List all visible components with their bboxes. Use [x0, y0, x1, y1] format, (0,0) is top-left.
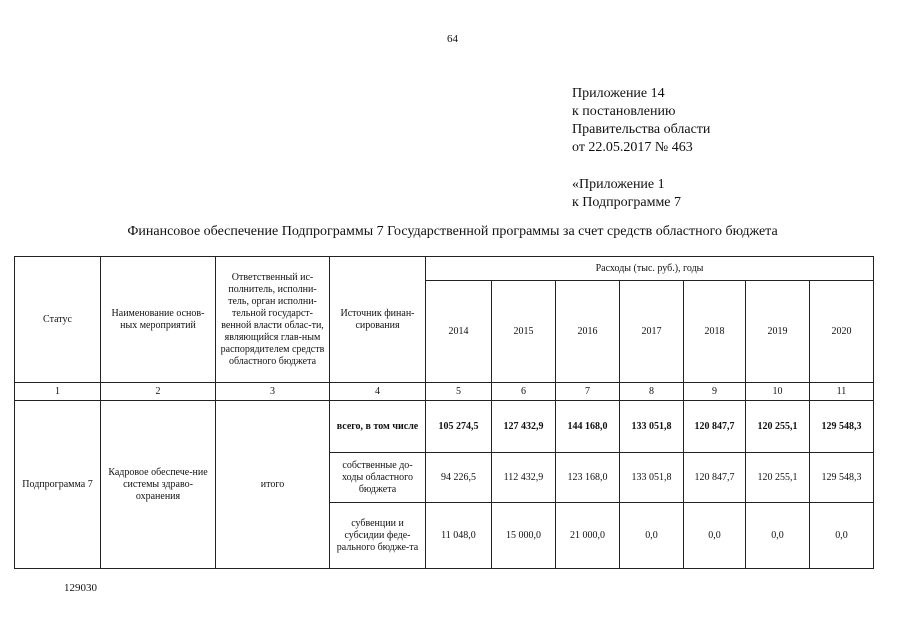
header-year: 2016 — [556, 281, 620, 383]
value-cell: 105 274,5 — [426, 401, 492, 453]
appendix-line-3: Правительства области — [572, 122, 711, 137]
financing-table — [14, 256, 874, 569]
header-year: 2019 — [746, 281, 810, 383]
header-status: Статус — [15, 257, 101, 383]
value-cell: 0,0 — [620, 503, 684, 569]
value-cell: 112 432,9 — [492, 453, 556, 503]
value-cell: 0,0 — [746, 503, 810, 569]
header-year: 2020 — [810, 281, 874, 383]
column-number: 2 — [101, 383, 216, 401]
activity-cell: Кадровое обеспече-ние системы здраво-охранения — [101, 401, 216, 569]
value-cell: 21 000,0 — [556, 503, 620, 569]
appendix-header — [572, 85, 710, 212]
column-number: 6 — [492, 383, 556, 401]
source-own-revenue: собственные до-ходы областного бюджета — [330, 453, 426, 503]
value-cell: 0,0 — [810, 503, 874, 569]
document-title: Финансовое обеспечение Подпрограммы 7 Государственной программы за счет средств областного бюджета — [127, 224, 778, 239]
column-number: 3 — [216, 383, 330, 401]
column-number: 9 — [684, 383, 746, 401]
value-cell: 120 847,7 — [684, 453, 746, 503]
footer-code: 129030 — [64, 582, 97, 594]
header-source: Источник финан-сирования — [330, 257, 426, 383]
status-cell: Подпрограмма 7 — [15, 401, 101, 569]
appendix-line-1: Приложение 14 — [572, 86, 665, 101]
column-number: 11 — [810, 383, 874, 401]
source-total: всего, в том числе — [330, 401, 426, 453]
value-cell: 127 432,9 — [492, 401, 556, 453]
header-year: 2014 — [426, 281, 492, 383]
column-number: 5 — [426, 383, 492, 401]
column-number: 1 — [15, 383, 101, 401]
executor-cell: итого — [216, 401, 330, 569]
value-cell: 123 168,0 — [556, 453, 620, 503]
appendix-line-2: к постановлению — [572, 104, 676, 119]
value-cell: 129 548,3 — [810, 401, 874, 453]
value-cell: 15 000,0 — [492, 503, 556, 569]
value-cell: 120 255,1 — [746, 401, 810, 453]
header-expenses: Расходы (тыс. руб.), годы — [426, 257, 874, 281]
header-year: 2015 — [492, 281, 556, 383]
value-cell: 120 847,7 — [684, 401, 746, 453]
source-federal-subsidies: субвенции и субсидии феде-рального бюдже-та — [330, 503, 426, 569]
value-cell: 94 226,5 — [426, 453, 492, 503]
value-cell: 0,0 — [684, 503, 746, 569]
header-year: 2018 — [684, 281, 746, 383]
header-year: 2017 — [620, 281, 684, 383]
value-cell: 129 548,3 — [810, 453, 874, 503]
appendix-line-4: от 22.05.2017 № 463 — [572, 140, 693, 155]
column-number: 10 — [746, 383, 810, 401]
header-executor: Ответственный ис-полнитель, исполни-тель, орган исполни-тельной государст-венной власти облас-ти, являющийся глав-ным распорядителем средств областного бюджета — [216, 257, 330, 383]
page-number: 64 — [447, 33, 458, 45]
value-cell: 11 048,0 — [426, 503, 492, 569]
appendix-line-5: «Приложение 1 — [572, 177, 665, 192]
value-cell: 133 051,8 — [620, 453, 684, 503]
value-cell: 133 051,8 — [620, 401, 684, 453]
header-activity: Наименование основ-ных мероприятий — [101, 257, 216, 383]
column-number: 4 — [330, 383, 426, 401]
appendix-line-6: к Подпрограмме 7 — [572, 195, 682, 210]
value-cell: 144 168,0 — [556, 401, 620, 453]
column-number: 7 — [556, 383, 620, 401]
column-number: 8 — [620, 383, 684, 401]
value-cell: 120 255,1 — [746, 453, 810, 503]
